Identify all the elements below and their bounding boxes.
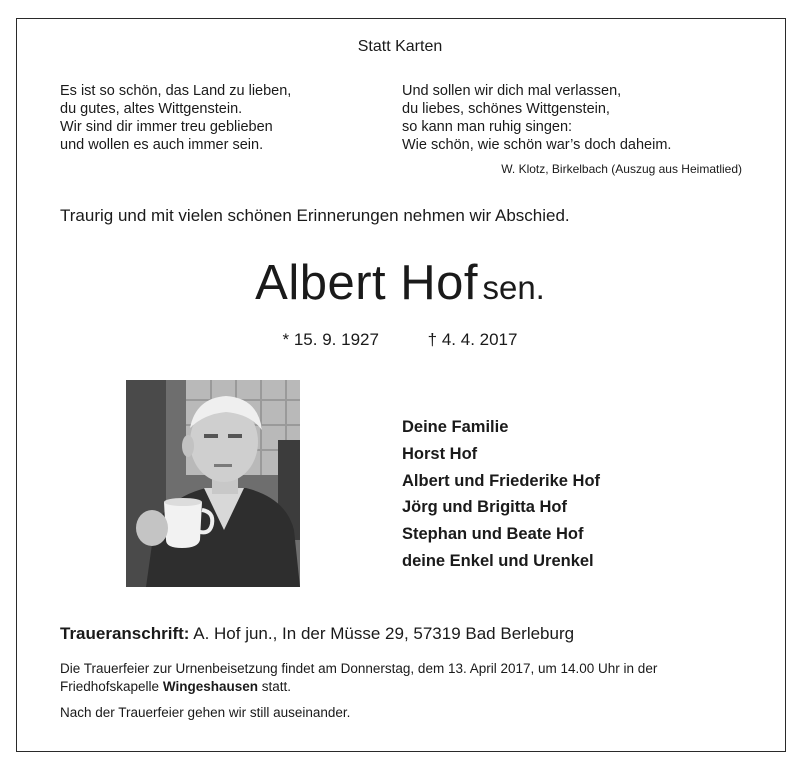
farewell-intro: Traurig und mit vielen schönen Erinnerungen nehmen wir Abschied. xyxy=(60,206,570,225)
family-list xyxy=(402,414,600,575)
family-member: Stephan und Beate Hof xyxy=(402,525,584,544)
poem-line: Und sollen wir dich mal verlassen, xyxy=(402,83,622,99)
death-date: † 4. 4. 2017 xyxy=(427,330,518,349)
poem-line: so kann man ruhig singen: xyxy=(402,119,573,135)
address-label: Traueranschrift: xyxy=(60,624,190,643)
poem-line: Wie schön, wie schön war’s doch daheim. xyxy=(402,137,672,153)
ceremony-info xyxy=(60,660,760,696)
poem-right-stanza xyxy=(402,82,671,154)
poem-line: Wir sind dir immer treu geblieben xyxy=(60,119,273,135)
deceased-name xyxy=(0,255,800,311)
life-dates xyxy=(0,330,800,350)
portrait-photo xyxy=(126,380,300,587)
family-member: Deine Familie xyxy=(402,418,509,436)
birth-date: * 15. 9. 1927 xyxy=(282,330,379,349)
poem-left-stanza xyxy=(60,82,291,154)
mourning-address xyxy=(60,624,574,644)
deceased-name-suffix: sen. xyxy=(482,269,545,306)
ceremony-location: Wingeshausen xyxy=(162,679,258,694)
poem-line: du liebes, schönes Wittgenstein, xyxy=(402,101,610,117)
ceremony-location-prefix: Friedhofskapelle xyxy=(60,679,160,694)
poem-line: und wollen es auch immer sein. xyxy=(60,137,264,153)
address-value: A. Hof jun., In der Müsse 29, 57319 Bad Berleburg xyxy=(193,624,575,643)
ceremony-location-suffix: statt. xyxy=(261,679,292,694)
header-statt-karten: Statt Karten xyxy=(357,38,443,55)
deceased-name-main: Albert Hof xyxy=(255,256,479,310)
family-member: Jörg und Brigitta Hof xyxy=(402,498,567,517)
family-member: deine Enkel und Urenkel xyxy=(402,551,594,570)
family-member: Horst Hof xyxy=(402,444,478,463)
poem-attribution: W. Klotz, Birkelbach (Auszug aus Heimatlied) xyxy=(501,162,742,176)
closing-note: Nach der Trauerfeier gehen wir still auseinander. xyxy=(60,705,351,720)
ceremony-line xyxy=(60,678,760,696)
family-member: Albert und Friederike Hof xyxy=(402,471,601,490)
poem-line: Es ist so schön, das Land zu lieben, xyxy=(60,83,292,99)
ceremony-line: Die Trauerfeier zur Urnenbeisetzung findet am Donnerstag, dem 13. April 2017, um 14.00 Uhr in der xyxy=(60,661,658,676)
poem-line: du gutes, altes Wittgenstein. xyxy=(60,101,243,117)
